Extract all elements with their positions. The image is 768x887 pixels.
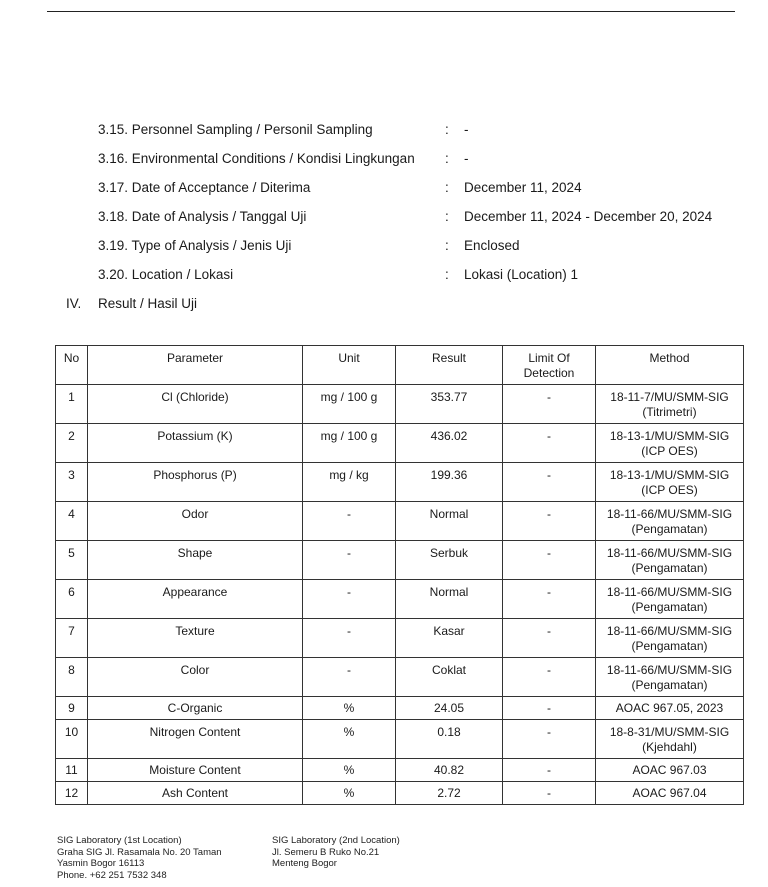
cell-method [596,619,744,658]
cell-method [596,541,744,580]
cell-lod: - [503,697,596,720]
header-result: Result [396,346,503,385]
header-unit: Unit [303,346,396,385]
cell-parameter: Shape [88,541,303,580]
table-row [56,658,744,697]
info-colon: : [445,151,449,166]
header-lod-line2: Detection [523,366,575,380]
table-row [56,424,744,463]
cell-result: 353.77 [396,385,503,424]
header-no: No [56,346,88,385]
cell-no: 1 [56,385,88,424]
footer-line: SIG Laboratory (2nd Location) [272,835,400,846]
cell-method [596,782,744,805]
method-code: 18-11-66/MU/SMM-SIG [606,585,733,599]
cell-no: 6 [56,580,88,619]
table-row [56,580,744,619]
cell-parameter: Moisture Content [88,759,303,782]
table-row [56,541,744,580]
footer-line: Jl. Semeru B Ruko No.21 [272,846,380,858]
cell-method [596,424,744,463]
cell-unit: - [303,502,396,541]
footer-line: Graha SIG Jl. Rasamala No. 20 Taman [57,846,222,858]
cell-method [596,759,744,782]
cell-no: 11 [56,759,88,782]
cell-method [596,720,744,759]
header-rule [47,11,735,12]
table-row [56,720,744,759]
info-label: 3.15. Personnel Sampling / Personil Sampling [98,122,373,137]
info-label: 3.16. Environmental Conditions / Kondisi Lingkungan [98,151,415,166]
cell-parameter: Ash Content [88,782,303,805]
header-lod-line1: Limit Of [528,351,570,365]
cell-method [596,580,744,619]
cell-method [596,385,744,424]
cell-no: 4 [56,502,88,541]
cell-unit: - [303,619,396,658]
table-row [56,697,744,720]
cell-result: Normal [396,502,503,541]
method-technique: (Pengamatan) [631,639,708,653]
cell-no: 9 [56,697,88,720]
info-label: 3.18. Date of Analysis / Tanggal Uji [98,209,307,224]
cell-parameter: C-Organic [88,697,303,720]
cell-no: 2 [56,424,88,463]
cell-result: 2.72 [396,782,503,805]
cell-no: 10 [56,720,88,759]
cell-parameter: Nitrogen Content [88,720,303,759]
info-colon: : [445,209,449,224]
footer-line: Phone. +62 251 7532 348 [57,869,167,881]
cell-no: 3 [56,463,88,502]
info-colon: : [445,267,449,282]
cell-parameter: Texture [88,619,303,658]
header-parameter: Parameter [88,346,303,385]
cell-unit: mg / 100 g [303,385,396,424]
cell-parameter: Appearance [88,580,303,619]
cell-lod: - [503,463,596,502]
cell-unit: % [303,697,396,720]
method-code: 18-11-66/MU/SMM-SIG [606,663,733,677]
header-limit-of-detection [503,346,596,385]
method-code: AOAC 967.03 [632,763,707,777]
cell-parameter: Cl (Chloride) [88,385,303,424]
cell-no: 5 [56,541,88,580]
info-value: Enclosed [464,238,520,253]
cell-unit: % [303,720,396,759]
cell-parameter: Phosphorus (P) [88,463,303,502]
cell-lod: - [503,502,596,541]
cell-unit: - [303,541,396,580]
cell-no: 12 [56,782,88,805]
cell-parameter: Color [88,658,303,697]
method-technique: (ICP OES) [641,444,698,458]
cell-unit: mg / 100 g [303,424,396,463]
cell-result: 24.05 [396,697,503,720]
cell-parameter: Potassium (K) [88,424,303,463]
info-value: December 11, 2024 - December 20, 2024 [464,209,713,224]
method-technique: (Titrimetri) [642,405,697,419]
footer-line: Yasmin Bogor 16113 [57,858,145,869]
info-colon: : [445,122,449,137]
method-code: 18-11-66/MU/SMM-SIG [606,624,733,638]
table-row [56,463,744,502]
info-label: 3.19. Type of Analysis / Jenis Uji [98,238,292,253]
cell-result: 0.18 [396,720,503,759]
method-technique: (Pengamatan) [631,522,708,536]
cell-no: 8 [56,658,88,697]
cell-lod: - [503,541,596,580]
method-code: AOAC 967.04 [632,786,707,800]
cell-result: Normal [396,580,503,619]
cell-result: Serbuk [396,541,503,580]
cell-unit: - [303,658,396,697]
cell-method [596,463,744,502]
method-code: 18-13-1/MU/SMM-SIG [609,468,730,482]
results-table [55,345,744,805]
info-label: 3.20. Location / Lokasi [98,267,234,282]
info-colon: : [445,238,449,253]
cell-result: 40.82 [396,759,503,782]
cell-lod: - [503,385,596,424]
cell-lod: - [503,759,596,782]
method-code: 18-8-31/MU/SMM-SIG [609,725,730,739]
cell-lod: - [503,580,596,619]
method-technique: (Pengamatan) [631,561,708,575]
footer-location-2 [272,835,400,870]
cell-lod: - [503,424,596,463]
cell-method [596,658,744,697]
section-number: IV. [66,296,82,311]
cell-unit: % [303,759,396,782]
footer-line: Menteng Bogor [272,858,337,869]
cell-lod: - [503,782,596,805]
results-body [56,385,744,805]
cell-lod: - [503,720,596,759]
table-row [56,759,744,782]
table-row [56,502,744,541]
method-technique: (Pengamatan) [631,600,708,614]
info-value: Lokasi (Location) 1 [464,267,579,282]
cell-result: Kasar [396,619,503,658]
cell-method [596,502,744,541]
info-value: - [464,151,469,166]
cell-no: 7 [56,619,88,658]
footer-location-1 [57,835,222,881]
method-code: 18-11-66/MU/SMM-SIG [606,507,733,521]
method-code: 18-13-1/MU/SMM-SIG [609,429,730,443]
cell-method [596,697,744,720]
cell-lod: - [503,658,596,697]
method-code: 18-11-7/MU/SMM-SIG [610,390,729,404]
cell-unit: mg / kg [303,463,396,502]
table-row [56,619,744,658]
cell-parameter: Odor [88,502,303,541]
info-label: 3.17. Date of Acceptance / Diterima [98,180,311,195]
method-technique: (Kjehdahl) [642,740,697,754]
header-method: Method [596,346,744,385]
cell-result: 199.36 [396,463,503,502]
cell-result: 436.02 [396,424,503,463]
cell-unit: - [303,580,396,619]
info-value: - [464,122,469,137]
method-technique: (ICP OES) [641,483,698,497]
footer-line: SIG Laboratory (1st Location) [57,835,182,846]
info-value: December 11, 2024 [464,180,582,195]
table-row [56,385,744,424]
section-title: Result / Hasil Uji [98,296,198,311]
cell-result: Coklat [396,658,503,697]
cell-lod: - [503,619,596,658]
method-technique: (Pengamatan) [631,678,708,692]
table-header-row [56,346,744,385]
cell-unit: % [303,782,396,805]
method-code: 18-11-66/MU/SMM-SIG [606,546,733,560]
info-colon: : [445,180,449,195]
method-code: AOAC 967.05, 2023 [615,701,724,715]
table-row [56,782,744,805]
